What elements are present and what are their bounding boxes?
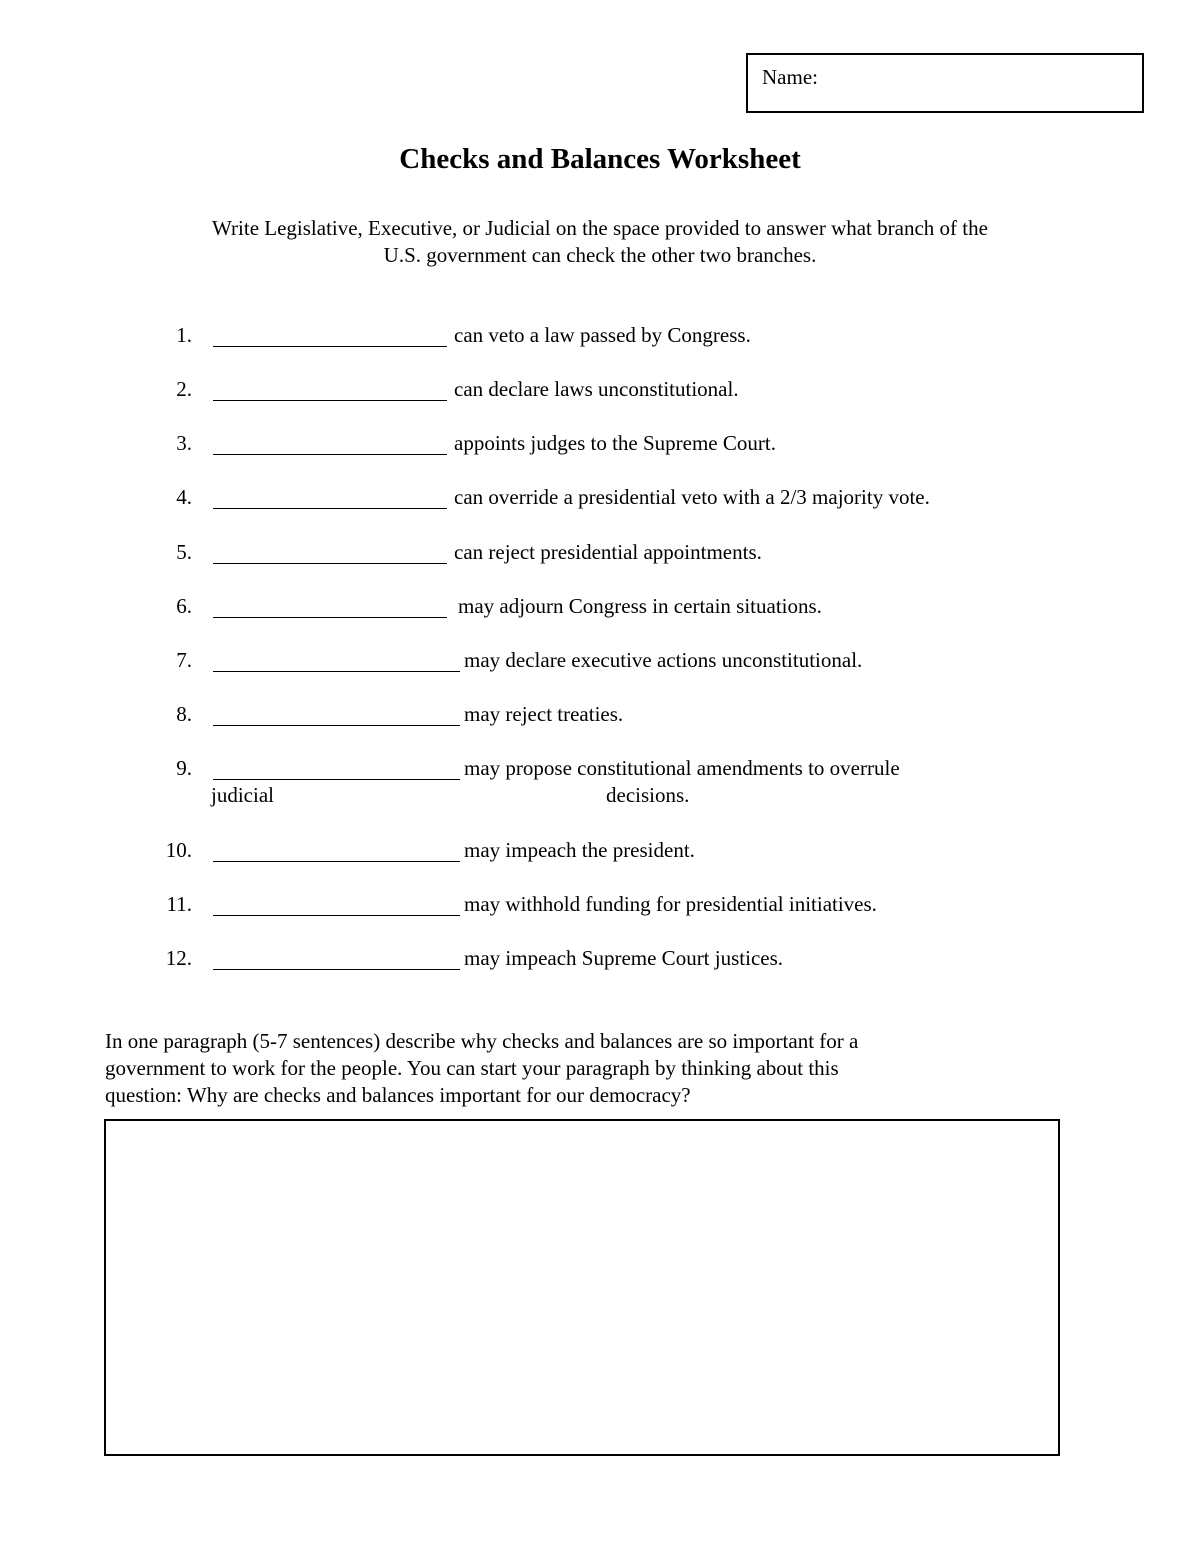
- question-text-continued: decisions.: [606, 783, 690, 807]
- question-text: may adjourn Congress in certain situations.: [458, 594, 822, 618]
- answer-blank-10[interactable]: [213, 861, 460, 862]
- answer-blank-7[interactable]: [213, 671, 460, 672]
- question-text: may impeach Supreme Court justices.: [464, 946, 784, 970]
- answer-blank-11[interactable]: [213, 915, 460, 916]
- question-number: 9.: [176, 756, 192, 780]
- question-text: can declare laws unconstitutional.: [454, 377, 739, 401]
- paragraph-prompt-line-2: government to work for the people. You can start your paragraph by thinking about this: [105, 1056, 839, 1080]
- question-number: 8.: [176, 702, 192, 726]
- question-number: 5.: [176, 540, 192, 564]
- question-text-continued: judicial: [211, 783, 274, 807]
- question-number: 2.: [176, 377, 192, 401]
- question-text: may withhold funding for presidential initiatives.: [464, 892, 877, 916]
- paragraph-prompt-line-1: In one paragraph (5-7 sentences) describe why checks and balances are so important for a: [105, 1029, 859, 1053]
- question-text: may reject treaties.: [464, 702, 624, 726]
- answer-blank-12[interactable]: [213, 969, 460, 970]
- question-number: 7.: [176, 648, 192, 672]
- name-field[interactable]: [746, 53, 1144, 113]
- question-number: 11.: [166, 892, 192, 916]
- answer-blank-9[interactable]: [213, 779, 460, 780]
- question-text: appoints judges to the Supreme Court.: [454, 431, 776, 455]
- page-title: Checks and Balances Worksheet: [399, 143, 801, 175]
- question-number: 6.: [176, 594, 192, 618]
- answer-blank-8[interactable]: [213, 725, 460, 726]
- question-number: 4.: [176, 485, 192, 509]
- answer-blank-4[interactable]: [213, 508, 447, 509]
- question-text: can override a presidential veto with a 2/3 majority vote.: [454, 485, 930, 509]
- answer-blank-3[interactable]: [213, 454, 447, 455]
- question-text: can veto a law passed by Congress.: [454, 323, 751, 347]
- question-number: 3.: [176, 431, 192, 455]
- instructions-line-1: Write Legislative, Executive, or Judicial on the space provided to answer what branch of the: [212, 216, 988, 240]
- question-number: 10.: [165, 838, 192, 862]
- answer-blank-1[interactable]: [213, 346, 447, 347]
- question-number: 12.: [165, 946, 192, 970]
- instructions: [100, 215, 1100, 269]
- answer-blank-2[interactable]: [213, 400, 447, 401]
- question-number: 1.: [176, 323, 192, 347]
- question-text: may impeach the president.: [464, 838, 695, 862]
- question-text: may propose constitutional amendments to overrule: [464, 756, 900, 780]
- question-text: can reject presidential appointments.: [454, 540, 762, 564]
- paragraph-prompt-line-3: question: Why are checks and balances important for our democracy?: [105, 1083, 691, 1107]
- paragraph-answer-box[interactable]: [104, 1119, 1060, 1456]
- answer-blank-6[interactable]: [213, 617, 447, 618]
- paragraph-prompt: [105, 1028, 1065, 1109]
- name-label: Name:: [762, 65, 818, 89]
- question-text: may declare executive actions unconstitutional.: [464, 648, 863, 672]
- answer-blank-5[interactable]: [213, 563, 447, 564]
- instructions-line-2: U.S. government can check the other two branches.: [383, 243, 817, 267]
